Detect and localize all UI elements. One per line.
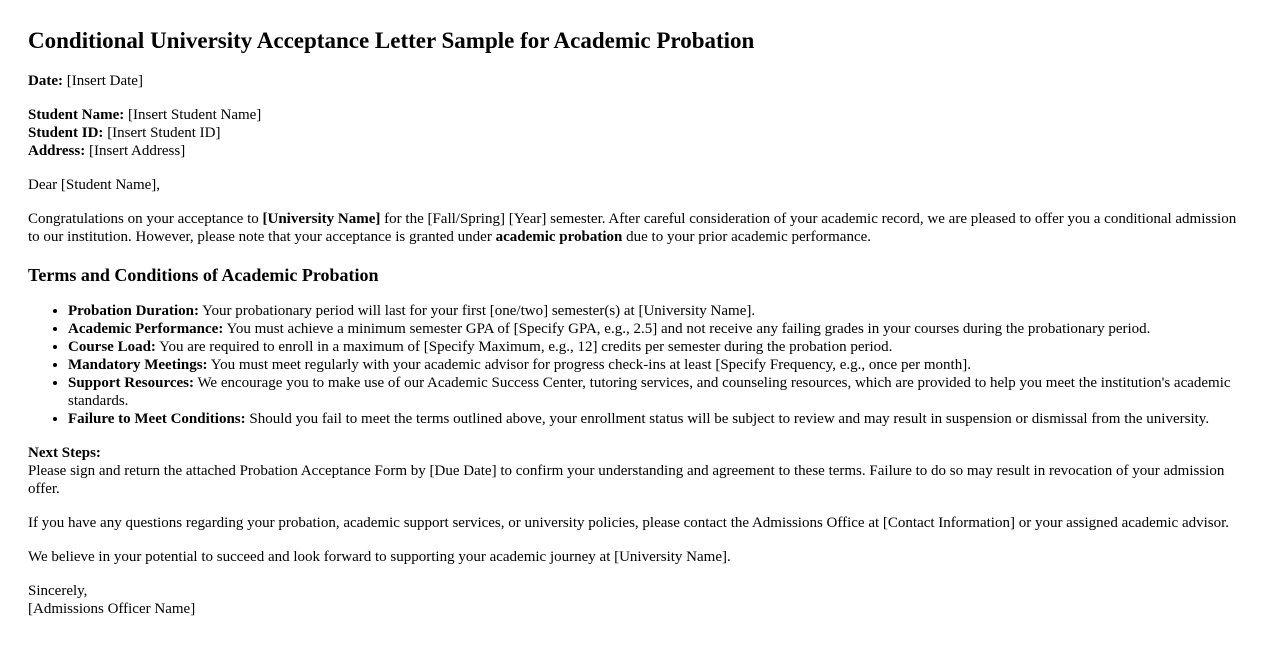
probation-emphasis: academic probation (495, 229, 623, 245)
term-text: You must achieve a minimum semester GPA of [Specify GPA, e.g., 2.5] and not receive any failing grades in your courses during the probationary period. (223, 321, 1151, 337)
intro-text-3: due to your prior academic performance. (622, 229, 872, 245)
student-id-label: Student ID: (28, 125, 104, 141)
terms-list (28, 302, 1250, 428)
terms-heading: Terms and Conditions of Academic Probation (28, 265, 379, 285)
term-label: Academic Performance: (68, 321, 224, 337)
term-label: Failure to Meet Conditions: (68, 411, 246, 427)
address-label: Address: (28, 143, 86, 159)
questions-paragraph: If you have any questions regarding your probation, academic support services, or university policies, please contact the Admissions Office at [Contact Information] or your assigned academic advisor. (28, 515, 1230, 531)
term-label: Course Load: (68, 339, 156, 355)
student-id-value: [Insert Student ID] (107, 125, 221, 141)
list-item (68, 320, 1250, 338)
next-steps-text: Please sign and return the attached Probation Acceptance Form by [Due Date] to confirm your understanding and agreement to these terms. Failure to do so may result in revocation of your admission offer. (28, 463, 1225, 497)
student-id-line (28, 124, 1250, 142)
page-title: Conditional University Acceptance Letter Sample for Academic Probation (28, 28, 755, 53)
greeting: Dear [Student Name], (28, 177, 161, 193)
student-name-label: Student Name: (28, 107, 125, 123)
list-item (68, 338, 1250, 356)
intro-paragraph (28, 210, 1250, 246)
intro-text-1: Congratulations on your acceptance to (28, 211, 263, 227)
date-value: [Insert Date] (66, 73, 143, 89)
address-value: [Insert Address] (88, 143, 186, 159)
list-item (68, 356, 1250, 374)
list-item (68, 410, 1250, 428)
next-steps (28, 444, 1250, 498)
term-text: Your probationary period will last for your first [one/two] semester(s) at [University Name]. (198, 303, 756, 319)
term-label: Mandatory Meetings: (68, 357, 208, 373)
date-line (28, 72, 1250, 90)
term-text: Should you fail to meet the terms outlined above, your enrollment status will be subject to review and may result in suspension or dismissal from the university. (245, 411, 1210, 427)
intro-text-2: for the [Fall/Spring] [Year] semester. After careful consideration of your academic record, we are pleased to offer you a conditional admission to our institution. However, please note that your acceptance is granted under (28, 211, 1237, 245)
term-text: You must meet regularly with your academic advisor for progress check-ins at least [Specify Frequency, e.g., once per month]. (207, 357, 971, 373)
term-label: Probation Duration: (68, 303, 199, 319)
student-name-value: [Insert Student Name] (128, 107, 262, 123)
student-name-line (28, 106, 1250, 124)
term-text: You are required to enroll in a maximum of [Specify Maximum, e.g., 12] credits per semester during the probation period. (155, 339, 893, 355)
signature-block (28, 582, 1250, 618)
signoff: Sincerely, (28, 583, 88, 599)
address-line (28, 142, 1250, 160)
term-label: Support Resources: (68, 375, 194, 391)
date-label: Date: (28, 73, 63, 89)
student-info (28, 106, 1250, 160)
list-item (68, 374, 1250, 410)
university-name: [University Name] (262, 211, 381, 227)
term-text: We encourage you to make use of our Academic Success Center, tutoring services, and counseling resources, which are provided to help you meet the institution's academic standards. (68, 375, 1231, 409)
signer-name: [Admissions Officer Name] (28, 601, 196, 617)
list-item (68, 302, 1250, 320)
next-steps-label: Next Steps: (28, 445, 101, 461)
closing-paragraph: We believe in your potential to succeed and look forward to supporting your academic journey at [University Name]. (28, 549, 731, 565)
